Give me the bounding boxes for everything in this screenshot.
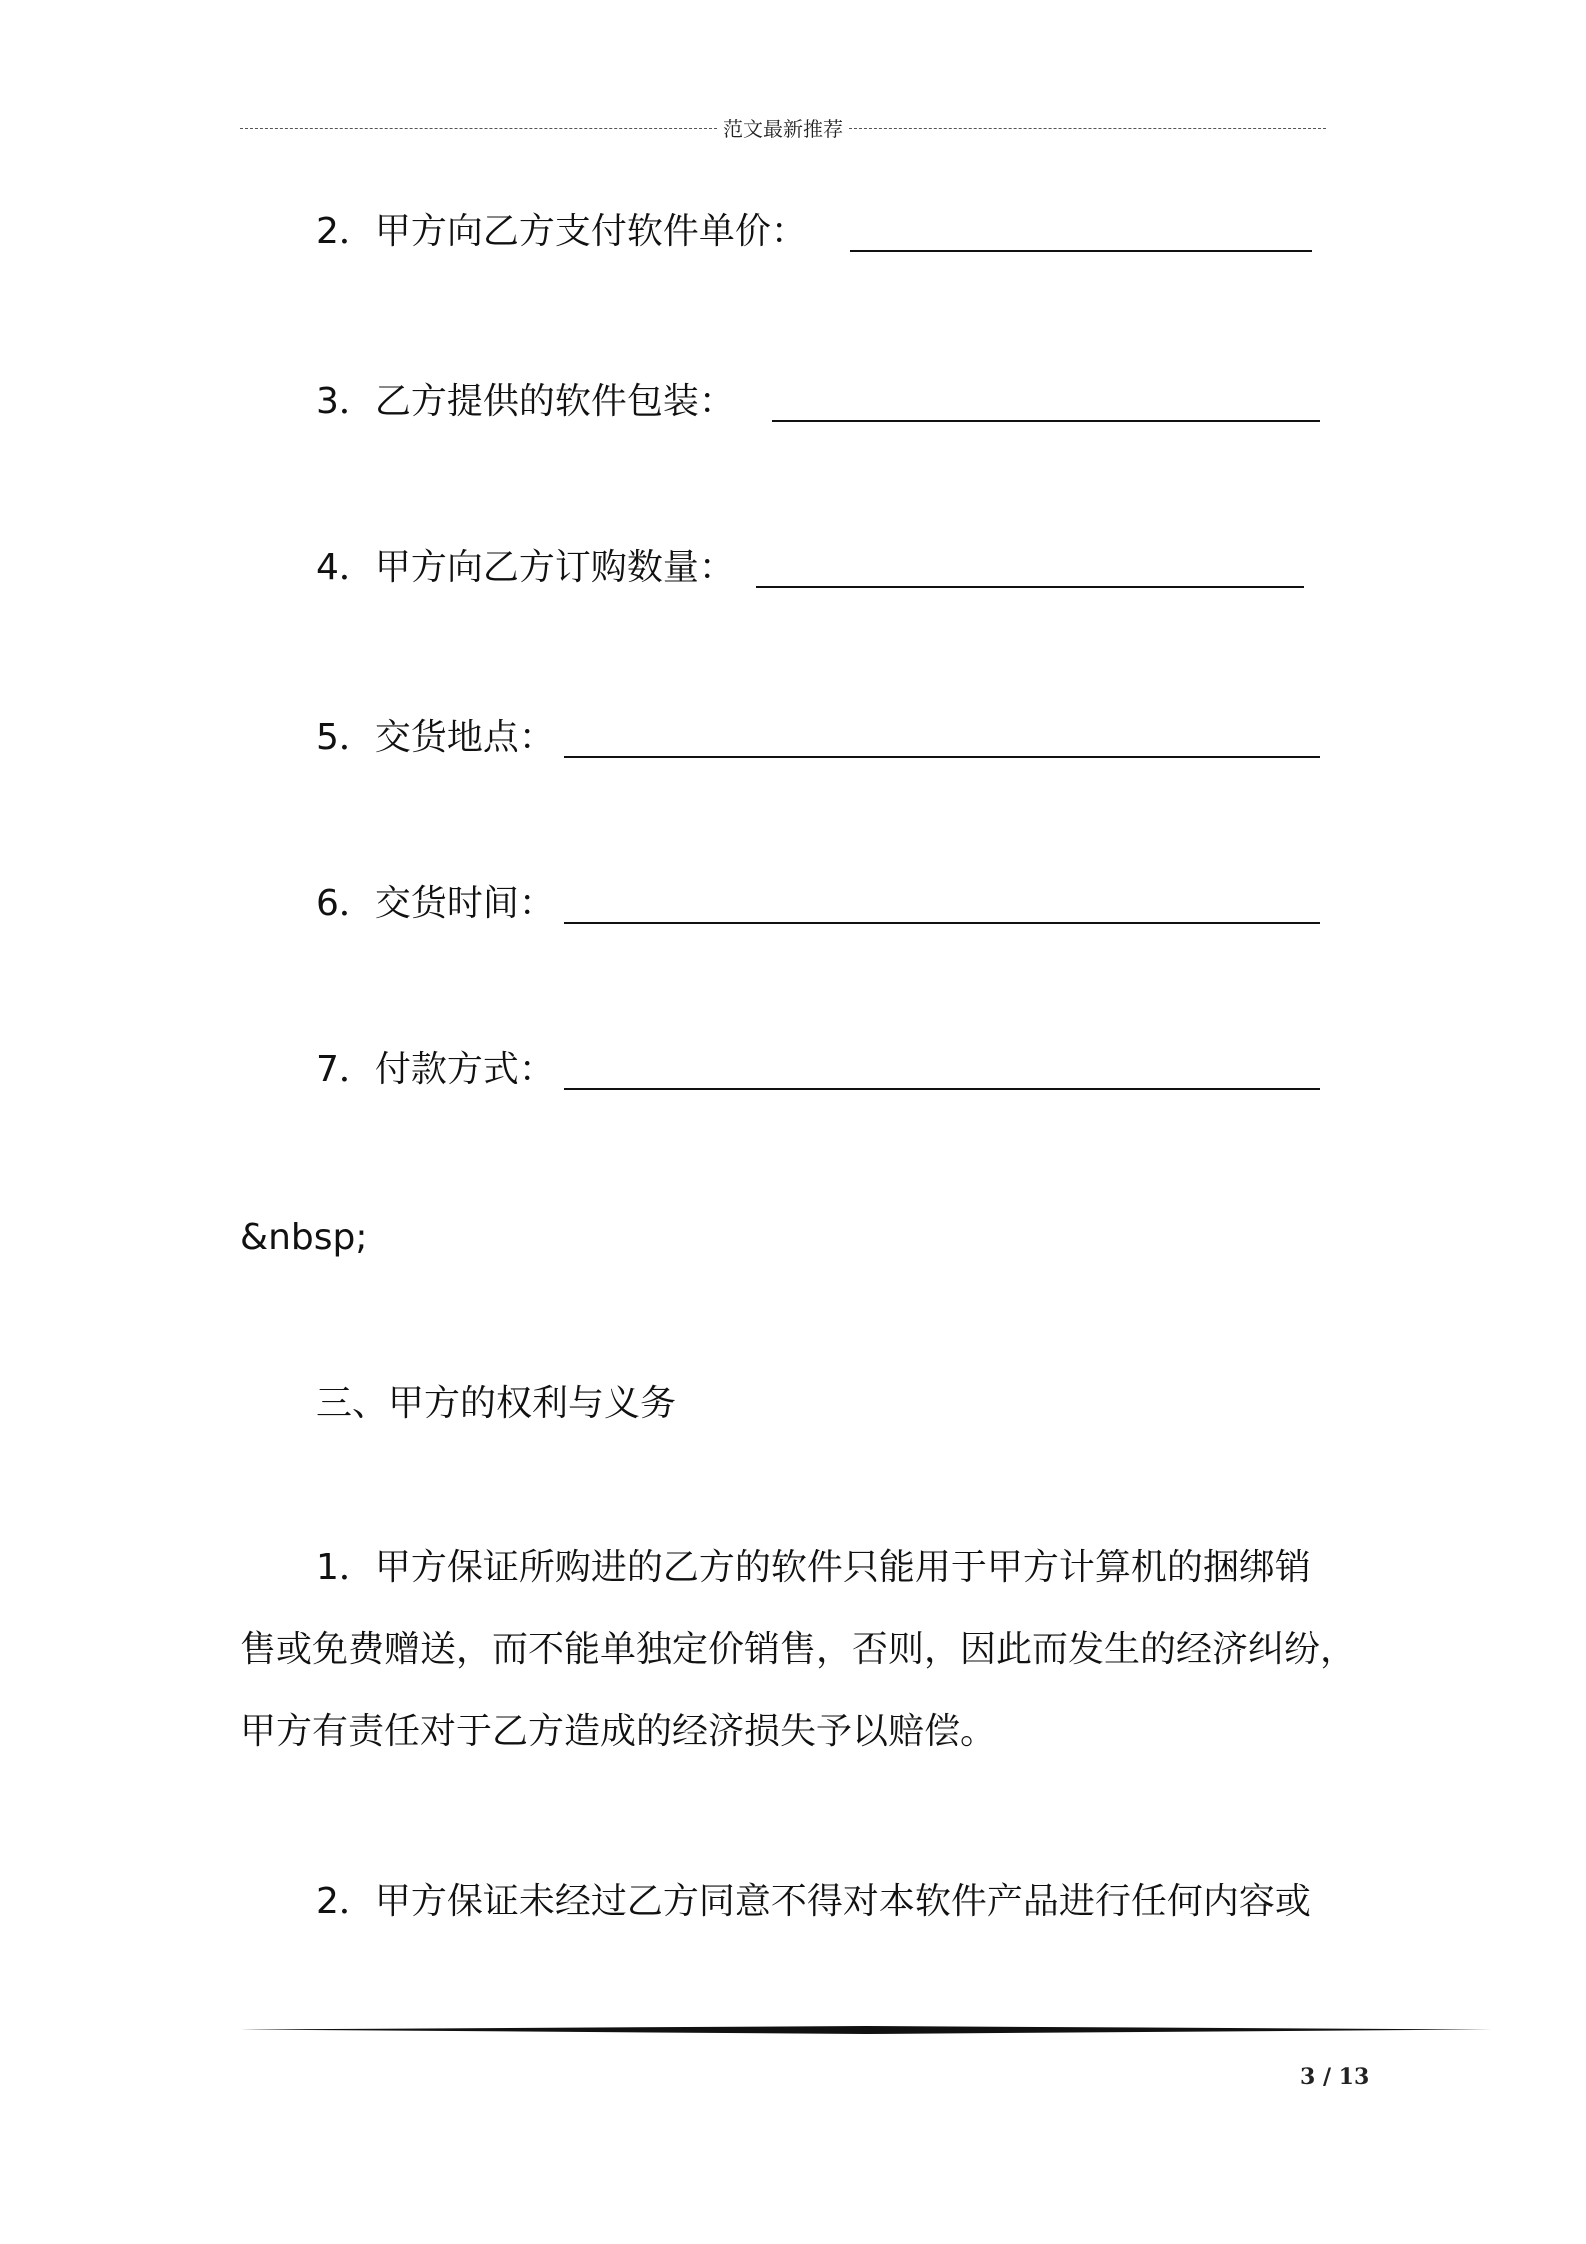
paragraph-2 <box>240 1880 1360 1962</box>
field-delivery-place-blank[interactable] <box>564 756 1320 758</box>
section-heading: 三、甲方的权利与义务 <box>316 1383 677 1424</box>
header-title: 范文最新推荐 <box>723 116 843 141</box>
header-dash-right <box>849 128 1326 129</box>
page-number: 3 / 13 <box>1300 2064 1370 2090</box>
field-delivery-time-blank[interactable] <box>564 922 1320 924</box>
field-payment-method-label: 7．付款方式： <box>316 1049 555 1090</box>
paragraph-1-line-1: 1．甲方保证所购进的乙方的软件只能用于甲方计算机的捆绑销 <box>316 1547 1311 1588</box>
paragraph-1-line-3: 甲方有责任对于乙方造成的经济损失予以赔偿。 <box>240 1711 997 1752</box>
paragraph-1-line-2: 售或免费赠送，而不能单独定价销售，否则，因此而发生的经济纠纷， <box>240 1629 1357 1670</box>
page-header <box>240 112 1326 142</box>
field-payment-method-blank[interactable] <box>564 1088 1320 1090</box>
spacer-text: &nbsp; <box>240 1217 368 1258</box>
field-quantity-blank[interactable] <box>756 586 1304 588</box>
field-packaging-blank[interactable] <box>772 420 1320 422</box>
field-delivery-place-label: 5．交货地点： <box>316 717 555 758</box>
field-delivery-time-label: 6．交货时间： <box>316 883 555 924</box>
paragraph-1 <box>240 1546 1360 1792</box>
field-unit-price-blank[interactable] <box>850 250 1312 252</box>
footer-rule <box>240 2026 1492 2034</box>
field-packaging-label: 3．乙方提供的软件包装： <box>316 381 735 422</box>
paragraph-2-line-1: 2．甲方保证未经过乙方同意不得对本软件产品进行任何内容或 <box>316 1881 1311 1922</box>
field-quantity-label: 4．甲方向乙方订购数量： <box>316 547 735 588</box>
field-unit-price-label: 2．甲方向乙方支付软件单价： <box>316 211 807 252</box>
header-dash-left <box>240 128 717 129</box>
